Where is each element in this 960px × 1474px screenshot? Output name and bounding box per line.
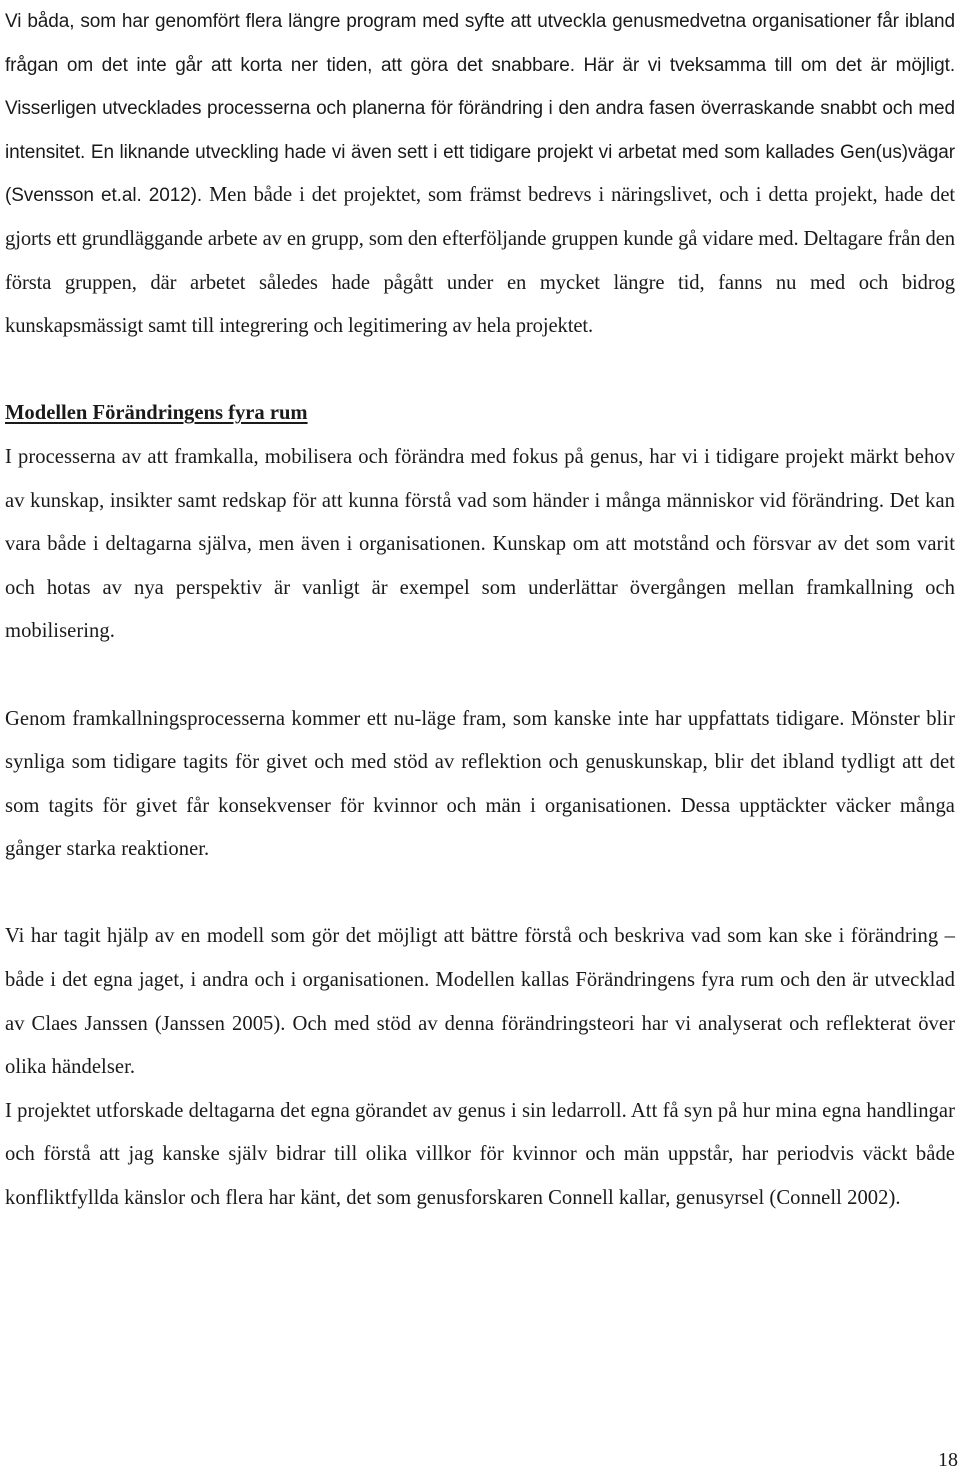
paragraph-text-part: Men både i det projektet, som främst bedrevs i näringslivet, och i detta projekt, hade det gjorts ett grundläggande arbete av en grupp, som den efterföljande gruppen kunde gå vidare med. — [5, 184, 955, 250]
paragraph-spacer — [5, 872, 955, 916]
paragraph-processes: I processerna av att framkalla, mobilisera och förändra med fokus på genus, har vi i tidigare projekt märkt behov av kunskap, insikter samt redskap för att kunna förstå vad som händer i många människor vid förändring. Det kan vara både i deltagarna själva, men även i organisationen. Kunskap om att motstånd och försvar av det som varit och hotas av nya perspektiv är vanligt är exempel som underlättar övergången mellan framkallning och mobilisering. — [5, 445, 955, 643]
page-number: 18 — [938, 1449, 958, 1471]
paragraph-framkallning: Genom framkallningsprocesserna kommer ett nu-läge fram, som kanske inte har uppfattats tidigare. Mönster blir synliga som tidigare tagits för givet och med stöd av reflektion och genuskunskap, blir det ibland tydligt att det som tagits för givet får konsekvenser för kvinnor och män i organisationen. Dessa upptäckter väcker många gånger starka reaktioner. — [5, 707, 955, 861]
section-heading: Modellen Förändringens fyra rum — [5, 402, 308, 425]
paragraph-spacer — [5, 349, 955, 393]
document-page — [5, 0, 955, 1221]
paragraph-text-part: Vi båda, som har genomfört flera längre program med syfte att utveckla genusmedvetna organisationer får ibland frågan om det inte går att korta ner tiden, att göra det snabbare. Här är vi tveksamma till om det är möjligt. Visserligen utvecklades processerna och planerna för förändring i den andra fasen överraskande snabbt och med intensitet. En liknande utveckling hade vi även sett i ett tidigare projekt vi arbetat med som kallades Gen(us)vägar (Svensson et.al. 2012). — [5, 11, 955, 207]
paragraph-program-duration — [5, 0, 955, 349]
paragraph-text-part: Deltagare från den första gruppen, där arbetet således hade pågått under en mycket längre tid, fanns nu med och bidrog kunskapsmässigt samt till integrering och legitimering av hela projektet. — [5, 227, 955, 338]
paragraph-project-exploration: I projektet utforskade deltagarna det egna görandet av genus i sin ledarroll. Att få syn på hur mina egna handlingar och förstå att jag kanske själv bidrar till olika villkor för kvinnor och män uppstår, har periodvis väckt både konfliktfyllda känslor och flera har känt, det som genusforskaren Connell kallar, genusyrsel (Connell 2002). — [5, 1099, 955, 1210]
paragraph-model: Vi har tagit hjälp av en modell som gör det möjligt att bättre förstå och beskriva vad som kan ske i förändring – både i det egna jaget, i andra och i organisationen. Modellen kallas Förändringens fyra rum och den är utvecklad av Claes Janssen (Janssen 2005). Och med stöd av denna förändringsteori har vi analyserat och reflekterat över olika händelser. — [5, 925, 955, 1079]
paragraph-spacer — [5, 654, 955, 698]
